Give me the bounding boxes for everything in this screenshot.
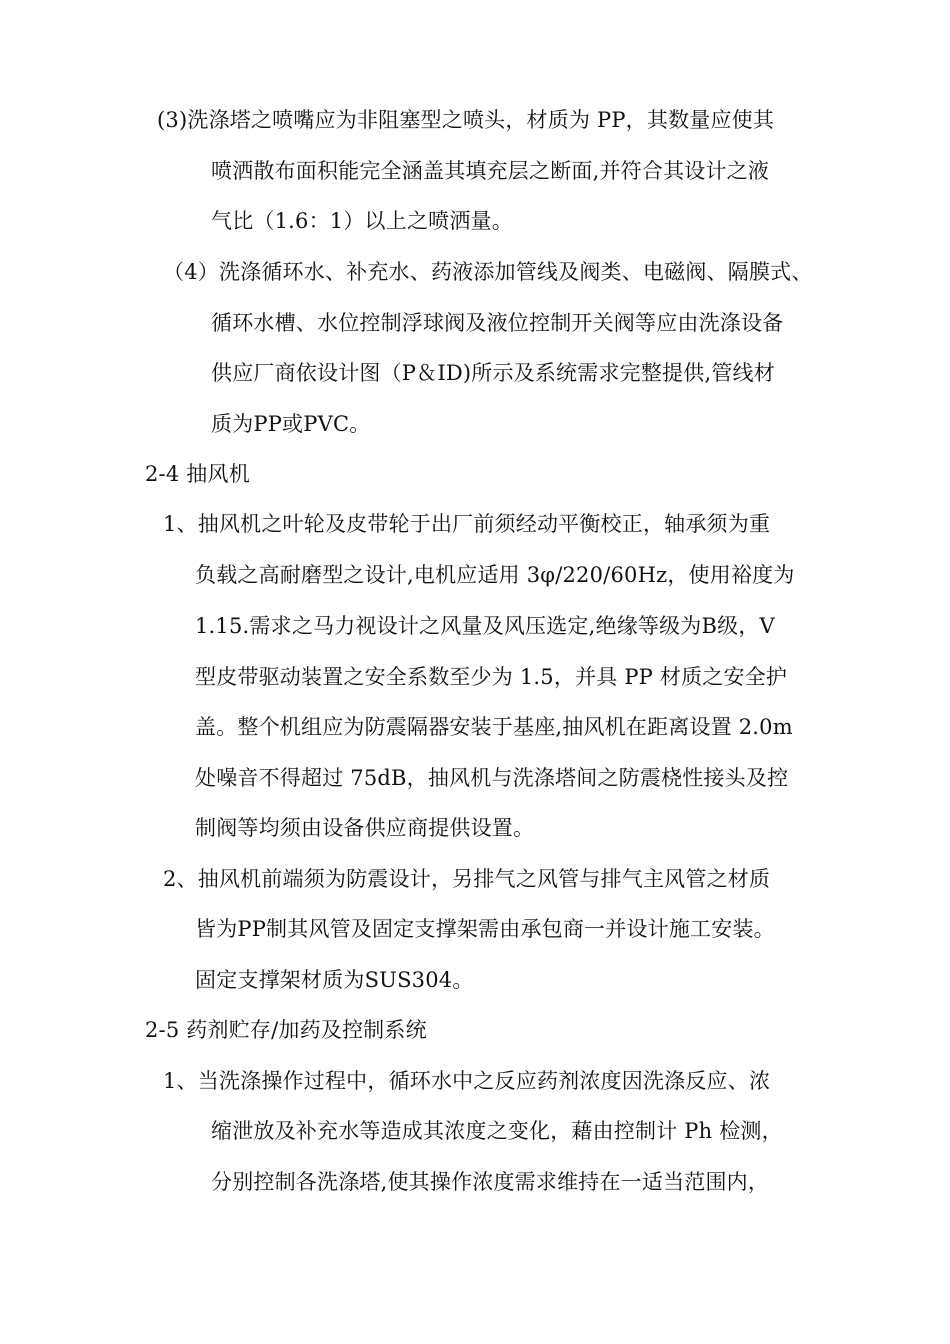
text-line: 1、当洗涤操作过程中，循环水中之反应药剂浓度因洗涤反应、浓: [163, 1069, 771, 1093]
text-line: （4）洗涤循环水、补充水、药液添加管线及阀类、电磁阀、隔膜式、: [163, 260, 813, 284]
section-heading-2-5: 2-5 药剂贮存/加药及控制系统: [145, 1018, 427, 1042]
text-line: 质为PP或PVC。: [211, 412, 371, 436]
text-line: 供应厂商依设计图（P＆ID)所示及系统需求完整提供,管线材: [211, 361, 775, 385]
text-line: 负载之高耐磨型之设计,电机应适用 3φ/220/60Hz，使用裕度为: [195, 563, 795, 587]
text-line: 气比（1.6：1）以上之喷洒量。: [211, 209, 513, 233]
text-line: 皆为PP制其风管及固定支撑架需由承包商一并设计施工安装。: [195, 917, 775, 941]
text-line: 型皮带驱动装置之安全系数至少为 1.5，并具 PP 材质之安全护: [195, 665, 788, 689]
text-line: 1、抽风机之叶轮及皮带轮于出厂前须经动平衡校正，轴承须为重: [163, 512, 771, 536]
text-line: 喷洒散布面积能完全涵盖其填充层之断面,并符合其设计之液: [211, 159, 770, 183]
text-line: 循环水槽、水位控制浮球阀及液位控制开关阀等应由洗涤设备: [211, 311, 784, 335]
text-line: 1.15.需求之马力视设计之风量及风压选定,绝缘等级为B级，V: [195, 614, 775, 638]
text-line: (3)洗涤塔之喷嘴应为非阻塞型之喷头，材质为 PP，其数量应使其: [157, 108, 775, 132]
text-line: 固定支撑架材质为SUS304。: [195, 968, 474, 992]
section-heading-2-4: 2-4 抽风机: [145, 462, 250, 486]
text-line: 分别控制各洗涤塔,使其操作浓度需求维持在一适当范围内，: [211, 1170, 770, 1194]
text-line: 2、抽风机前端须为防震设计，另排气之风管与排气主风管之材质: [163, 867, 771, 891]
text-line: 处噪音不得超过 75dB，抽风机与洗涤塔间之防震桡性接头及控: [195, 766, 789, 790]
text-line: 缩泄放及补充水等造成其浓度之变化，藉由控制计 Ph 检测，: [211, 1119, 783, 1143]
text-line: 盖。整个机组应为防震隔器安装于基座,抽风机在距离设置 2.0m: [195, 715, 793, 739]
text-line: 制阀等均须由设备供应商提供设置。: [195, 816, 535, 840]
